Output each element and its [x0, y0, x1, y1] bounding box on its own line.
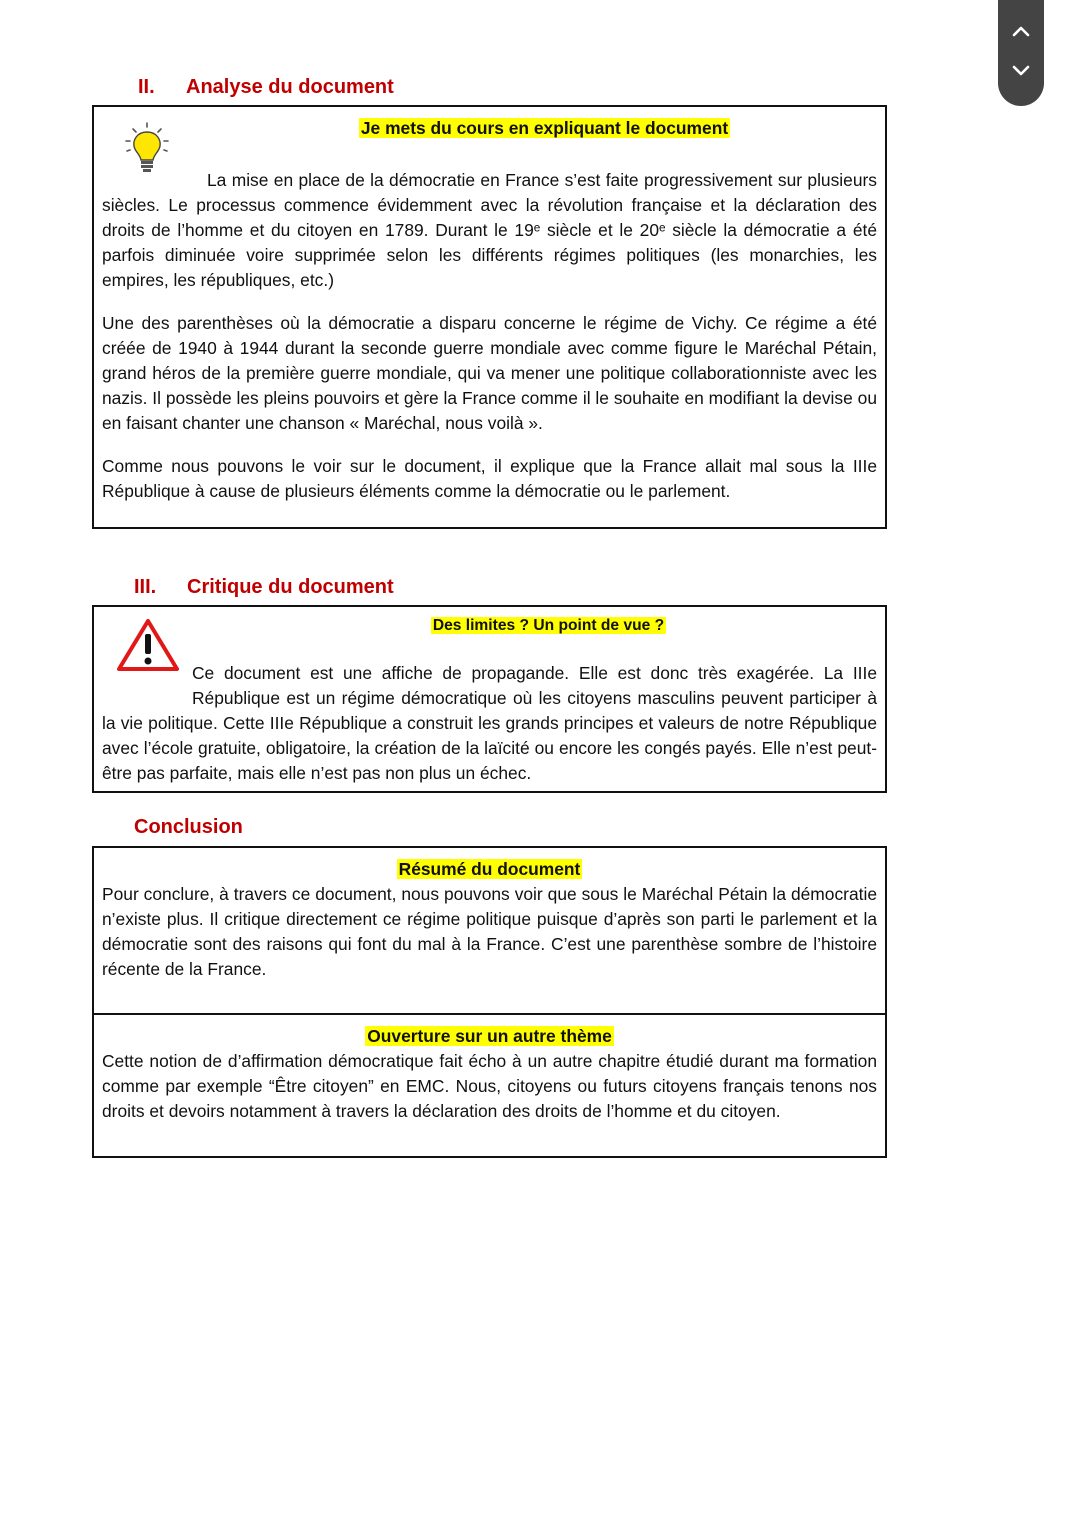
opening-banner: Ouverture sur un autre thème: [367, 1026, 612, 1046]
summary-banner: Résumé du document: [398, 859, 581, 879]
analysis-box: [92, 105, 887, 529]
analysis-banner: Je mets du cours en expliquant le document: [360, 118, 729, 138]
opening-box: [92, 1013, 887, 1158]
page-navigation: [998, 0, 1044, 106]
critique-heading: [134, 576, 394, 599]
chevron-down-icon[interactable]: [1011, 60, 1031, 80]
critique-title: Critique du document: [187, 576, 394, 598]
summary-paragraph: Pour conclure, à travers ce document, nous pouvons voir que sous le Maréchal Pétain la démocratie n’existe plus. Il critique directement ce régime politique puisque d’après son parti le parlement et la démocratie sont des raisons qui font du mal à la France. C’est une parenthèse sombre de l’histoire récente de la France.: [102, 884, 877, 979]
conclusion-heading: Conclusion: [134, 816, 243, 838]
analysis-paragraph-3: Comme nous pouvons le voir sur le document, il explique que la France allait mal sous la IIIe République à cause de plusieurs éléments comme la démocratie ou le parlement.: [102, 456, 877, 501]
critique-banner: Des limites ? Un point de vue ?: [432, 617, 665, 634]
summary-box: [92, 846, 887, 1016]
analysis-paragraph-2: Une des parenthèses où la démocratie a disparu concerne le régime de Vichy. Ce régime a été créée de 1940 à 1944 durant la seconde guerre mondiale avec comme figure le Maréchal Pétain, grand héros de la première guerre mondiale, qui va mener une politique collaborationniste avec les nazis. Il possède les pleins pouvoirs et gère la France comme il le souhaite en modifiant la devise ou en faisant chanter une chanson « Maréchal, nous voilà ».: [102, 313, 877, 433]
analysis-number: II.: [138, 76, 155, 98]
analysis-paragraph-1: La mise en place de la démocratie en France s’est faite progressivement sur plusieurs siècles. Le processus commence évidemment avec la révolution française et la déclaration des droits de l’homme et du citoyen en 1789. Durant le 19ᵉ siècle et le 20ᵉ siècle la démocratie a été parfois diminuée voire supprimée selon les différents régimes politiques (les monarchies, les empires, les républiques, etc.): [102, 170, 877, 290]
analysis-heading: [138, 76, 394, 99]
critique-number: III.: [134, 576, 157, 598]
chevron-up-icon[interactable]: [1011, 22, 1031, 42]
critique-paragraph: Ce document est une affiche de propagande. Elle est donc très exagérée. La IIIe République est un régime démocratique où les citoyens masculins peuvent participer à la vie politique. Cette IIIe République a construit les grands principes et valeurs de notre République avec l’école gratuite, obligatoire, la création de la laïcité ou encore les congés payés. Elle n’est peut-être pas parfaite, mais elle n’est pas non plus un échec.: [102, 663, 877, 783]
critique-box: [92, 605, 887, 793]
analysis-title: Analyse du document: [186, 76, 394, 98]
opening-paragraph: Cette notion de d’affirmation démocratique fait écho à un autre chapitre étudié durant ma formation comme par exemple “Être citoyen” en EMC. Nous, citoyens ou futurs citoyens français tenons nos droits et devoirs notamment à travers la déclaration des droits de l’homme et du citoyen.: [102, 1051, 877, 1121]
